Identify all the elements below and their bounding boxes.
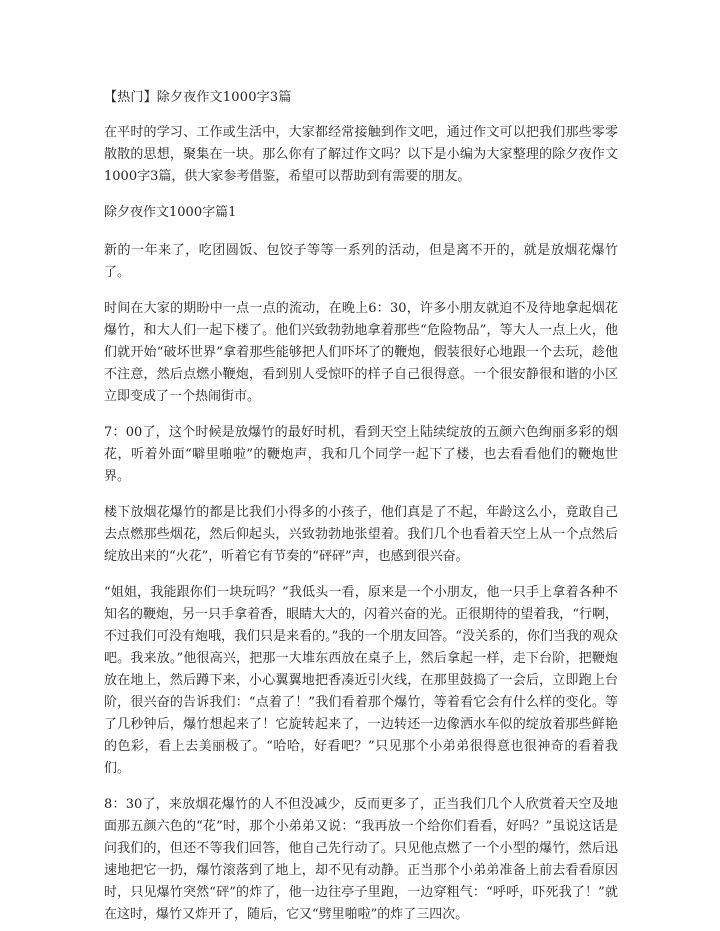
- intro-paragraph: 在平时的学习、工作或生活中，大家都经常接触到作文吧，通过作文可以把我们那些零零散散的思想，聚集在一块。那么你有了解过作文吗？以下是小编为大家整理的除夕夜作文1000字3篇，供大家参考借鉴，希望可以帮助到有需要的朋友。: [104, 125, 618, 184]
- body-paragraph-2: 时间在大家的期盼中一点一点的流动，在晚上6：30，许多小朋友就迫不及待地拿起烟花爆竹，和大人们一起下楼了。他们兴致勃勃地拿着那些“危险物品”，等大人一点上火，他们就开始“破坏世界”拿着那些能够把人们吓坏了的鞭炮，假装很好心地跟一个去玩，趁他不注意，然后点燃小鞭炮，看到别人受惊吓的样子自己很得意。一个很安静很和谐的小区立即变成了一个热闹街市。: [104, 301, 618, 404]
- body-paragraph-4: 楼下放烟花爆竹的都是比我们小得多的小孩子，他们真是了不起，年龄这么小，竟敢自己去点燃那些烟花，然后仰起头，兴致勃勃地张望着。我们几个也看着天空上从一个点然后绽放出来的“火花”，听着它有节奏的“砰砰”声，也感到很兴奋。: [104, 505, 618, 564]
- section-heading: 除夕夜作文1000字篇1: [104, 205, 237, 220]
- document-title: 【热门】除夕夜作文1000字3篇: [104, 90, 292, 105]
- body-paragraph-3: 7：00了，这个时候是放爆竹的最好时机，看到天空上陆续绽放的五颜六色绚丽多彩的烟花，听着外面“噼里啪啦”的鞭炮声，我和几个同学一起下了楼，也去看看他们的鞭炮世界。: [104, 425, 618, 484]
- body-paragraph-1: 新的一年来了，吃团圆饭、包饺子等等一系列的活动，但是离不开的，就是放烟花爆竹了。: [104, 243, 618, 280]
- body-paragraph-6: 8：30了，来放烟花爆竹的人不但没减少，反而更多了，正当我们几个人欣赏着天空及地面那五颜六色的“花”时，那个小弟弟又说：“我再放一个给你们看看，好吗？”虽说这话是问我们的，但还不等我们回答，他自己先行动了。只见他点燃了一个小型的爆竹，然后迅速地把它一扔，爆竹滚落到了地上，却不见有动静。正当那个小弟弟准备上前去看看原因时，只见爆竹突然“砰”的炸了，他一边往亭子里跑，一边穿粗气：“呼呼，吓死我了！”就在这时，爆竹又炸开了，随后，它又“劈里啪啦”的炸了三四次。: [104, 797, 618, 922]
- body-paragraph-5: “姐姐，我能跟你们一块玩吗？”我低头一看，原来是一个小朋友，他一只手上拿着各种不知名的鞭炮，另一只手拿着香，眼睛大大的，闪着兴奋的光。正很期待的望着我，“行啊，不过我们可没有炮哦，我们只是来看的。”我的一个朋友回答。“没关系的，你们当我的观众吧。我来放。”他很高兴，把那一大堆东西放在桌子上，然后拿起一样，走下台阶，把鞭炮放在地上，然后蹲下来，小心翼翼地把香凑近引火线，在那里鼓捣了一会后，立即跑上台阶，很兴奋的告诉我们：“点着了！”我们看着那个爆竹，等着看它会有什么样的变化。等了几秒钟后，爆竹想起来了！它旋转起来了，一边转还一边像洒水车似的绽放着那些鲜艳的色彩，看上去美丽极了。“哈哈，好看吧？”只见那个小弟弟很得意也很神奇的看着我们。: [104, 585, 618, 776]
